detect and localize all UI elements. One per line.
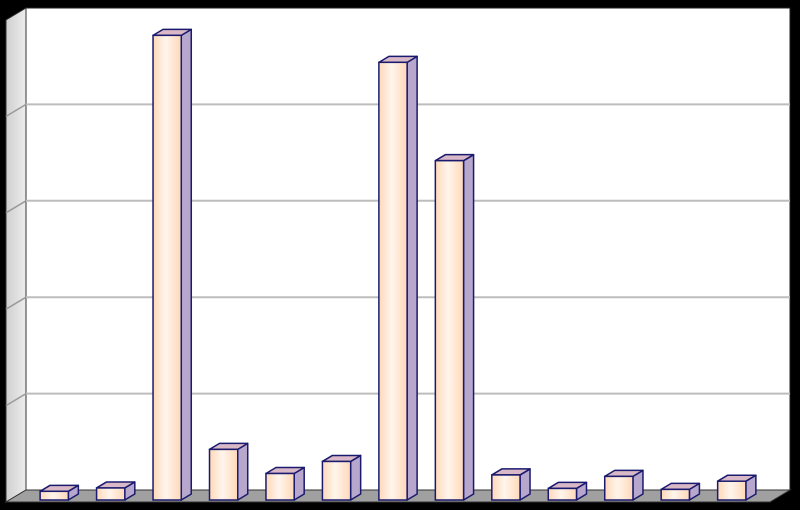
bar [661, 483, 699, 500]
bar-side-face [351, 455, 361, 500]
bar-front-face [718, 481, 746, 500]
bar [153, 29, 191, 500]
bar-front-face [435, 161, 463, 500]
bar-front-face [492, 475, 520, 500]
bar-front-face [266, 473, 294, 500]
bar-front-face [210, 449, 238, 500]
bar [210, 443, 248, 500]
bar-side-face [181, 29, 191, 500]
bar [322, 455, 360, 500]
bar-front-face [605, 476, 633, 500]
bar [266, 467, 304, 500]
bar-front-face [322, 461, 350, 500]
bar [379, 56, 417, 500]
bar-front-face [379, 62, 407, 500]
bar [548, 482, 586, 500]
bar-front-face [548, 488, 576, 500]
bar [435, 155, 473, 500]
bar [97, 482, 135, 500]
bar-front-face [40, 491, 68, 500]
bar [605, 470, 643, 500]
bar-front-face [153, 35, 181, 500]
bar-side-face [464, 155, 474, 500]
bar-front-face [97, 488, 125, 500]
bar [40, 485, 78, 500]
bar-side-face [238, 443, 248, 500]
bar-front-face [661, 489, 689, 500]
bar [492, 469, 530, 500]
side-wall [6, 8, 26, 502]
bar [718, 475, 756, 500]
bar-side-face [407, 56, 417, 500]
